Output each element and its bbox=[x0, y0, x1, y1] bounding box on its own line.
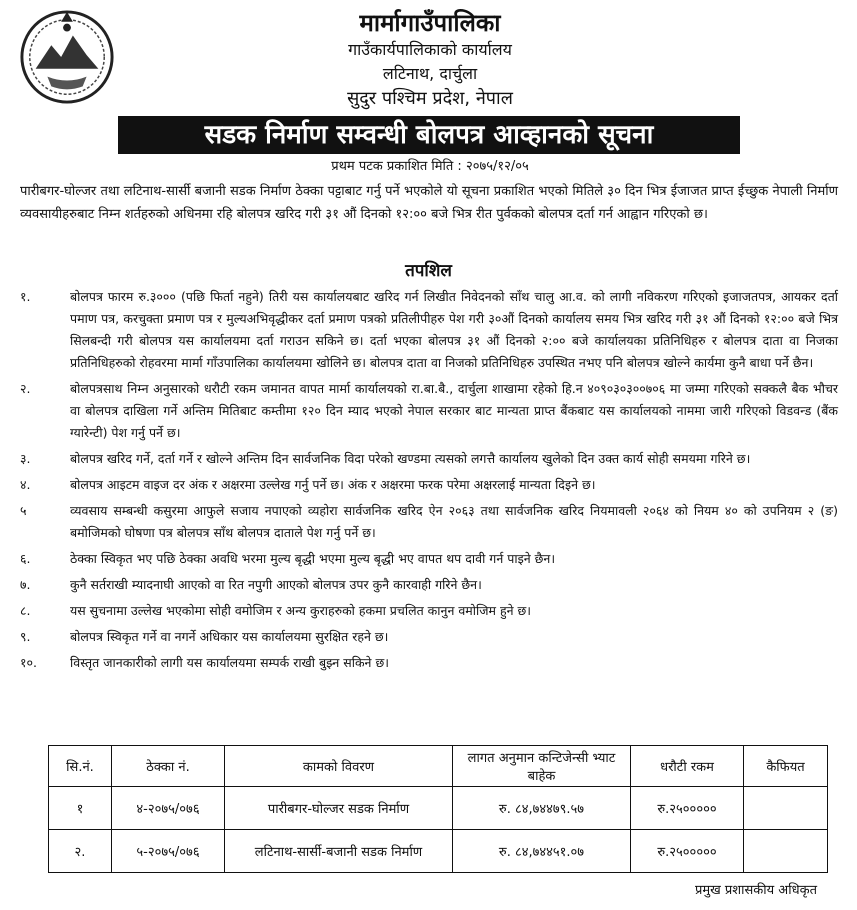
item-text: व्यवसाय सम्बन्धी कसुरमा आफुले सजाय नपाएको व्यहोरा सार्वजनिक खरिद ऐन २०६३ तथा सार्वजनिक खरिद नियमावली २०६४ को नियम ४० को उपनियम २ (ङ) बमोजिमको घोषणा पत्र बोलपत्र साँथ बोलपत्र दाताले पेश गर्नु पर्ने छ। bbox=[70, 503, 838, 540]
col-serial: सि.नं. bbox=[49, 746, 112, 787]
item-number: २. bbox=[20, 381, 31, 396]
list-item bbox=[20, 548, 838, 570]
item-text: बोलपत्रसाथ निम्न अनुसारको धरौटी रकम जमानत वापत मार्मा कार्यालयको रा.बा.बै., दार्चुला शाखामा रहेको हि.न ४०९०३०३००७०६ मा जम्मा गरिएको सक्कलै बैक भौचर वा बोलपत्र दाखिला गर्ने अन्तिम मितिबाट कम्तीमा १२० दिन म्याद भएको नेपाल सरकार बाट मान्यता प्राप्त बैंकबाट यस कार्यालयको नाममा जारी गरिएको विडवन्ड (बैंक ग्यारेन्टी) पेश गर्नु पर्ने छ। bbox=[70, 381, 838, 440]
signature-line: प्रमुख प्रशासकीय अधिकृत bbox=[694, 883, 817, 898]
list-item bbox=[20, 474, 838, 496]
item-text: कुनै सर्तराखी म्यादनाघी आएको वा रित नपुगी आएको बोलपत्र उपर कुनै कारवाही गरिने छैन। bbox=[70, 577, 482, 592]
cell-serial: २. bbox=[49, 830, 112, 873]
col-estimate: लागत अनुमान कन्टिजेन्सी भ्याट बाहेक bbox=[453, 746, 631, 787]
details-heading: तपशिल bbox=[405, 261, 452, 281]
cell-work-desc: पारीबगर-घोल्जर सडक निर्माण bbox=[225, 787, 453, 830]
table-row bbox=[49, 830, 828, 873]
contracts-table bbox=[48, 745, 828, 873]
list-item bbox=[20, 378, 838, 444]
province-line: सुदुर पश्चिम प्रदेश, नेपाल bbox=[347, 88, 513, 109]
item-number: १०. bbox=[20, 655, 37, 670]
item-text: बोलपत्र फारम रु.३००० (पछि फिर्ता नहुने) तिरी यस कार्यालयबाट खरिद गर्न लिखीत निवेदनको साँथ चालु आ.व. को लागी नविकरण गरिएको इजाजतपत्र, आयकर दर्ता पमाण पत्र, करचुक्ता प्रमाण पत्र र मुल्यअभिवृद्धीकर दर्ता प्रमाण पत्रको प्रतिलीपीहरु पेश गरी ३०औं दिनको कार्यालय समय भित्र खरिद गरी ३१ औं दिनको १२:०० बजे भित्र सिलबन्दी गरी बोलपत्र यस कार्यालयमा दर्ता गराउन सकिने छ। दर्ता भएका बोलपत्र ३१ औं दिनको २:०० बजे कार्यालयका प्रतिनिधिहरु र बोलपत्र दाता वा निजका प्रतिनिधिहरुको रोहवरमा मार्मा गाँउपालिका कार्यालयमा खोलिने छ। बोलपत्र दाता वा निजको प्रतिनिधिहरु उपस्थित नभए पनि बोलपत्र खोल्ने कार्यमा कुनै बाधा पर्ने छैन। bbox=[70, 289, 838, 370]
item-number: १. bbox=[20, 289, 31, 304]
list-item bbox=[20, 626, 838, 648]
cell-remarks bbox=[744, 830, 828, 873]
list-item bbox=[20, 600, 838, 622]
item-text: ठेक्का स्विकृत भए पछि ठेक्का अवधि भरमा मुल्य बृद्धी भएमा मुल्य बृद्धी भए वापत थप दावी गर्न पाइने छैन। bbox=[70, 551, 556, 566]
cell-estimate: रु. ८४,७४४७९.५७ bbox=[453, 787, 631, 830]
col-remarks: कैफियत bbox=[744, 746, 828, 787]
col-work-desc: कामको विवरण bbox=[225, 746, 453, 787]
cell-contract-no: ५-२०७५/०७६ bbox=[112, 830, 225, 873]
item-text: बोलपत्र स्विकृत गर्ने वा नगर्ने अधिकार यस कार्यालयमा सुरक्षित रहने छ। bbox=[70, 629, 389, 644]
item-number: ७. bbox=[20, 577, 31, 592]
notice-title: सडक निर्माण सम्वन्धी बोलपत्र आव्हानको सूचना bbox=[118, 116, 740, 154]
item-text: बोलपत्र खरिद गर्ने, दर्ता गर्ने र खोल्ने अन्तिम दिन सार्वजनिक विदा परेको खण्डमा त्यसको लगत्तै कार्यालय खुलेको दिन उक्त कार्य सोही समयमा गरिने छ। bbox=[70, 451, 751, 466]
cell-remarks bbox=[744, 787, 828, 830]
municipality-name: मार्मागाउँपालिका bbox=[359, 9, 501, 37]
cell-work-desc: लटिनाथ-सार्सी-बजानी सडक निर्माण bbox=[225, 830, 453, 873]
item-number: ६. bbox=[20, 551, 31, 566]
item-number: ५ bbox=[20, 503, 27, 518]
item-number: ४. bbox=[20, 477, 31, 492]
government-emblem-icon bbox=[18, 8, 116, 106]
cell-serial: १ bbox=[49, 787, 112, 830]
cell-deposit: रु.२५००००० bbox=[631, 830, 744, 873]
list-item bbox=[20, 652, 838, 674]
conditions-list bbox=[20, 286, 838, 678]
letterhead bbox=[0, 0, 857, 118]
col-contract-no: ठेक्का नं. bbox=[112, 746, 225, 787]
office-location: लटिनाथ, दार्चुला bbox=[382, 64, 478, 83]
col-deposit: धरौटी रकम bbox=[631, 746, 744, 787]
publish-date: प्रथम पटक प्रकाशित मिति : २०७५/१२/०५ bbox=[331, 159, 529, 174]
item-text: यस सुचनामा उल्लेख भएकोमा सोही वमोजिम र अन्य कुराहरुको हकमा प्रचलित कानुन वमोजिम हुने छ। bbox=[70, 603, 532, 618]
office-name: गाउँकार्यपालिकाको कार्यालय bbox=[348, 40, 512, 59]
item-number: ८. bbox=[20, 603, 31, 618]
list-item bbox=[20, 448, 838, 470]
item-text: बोलपत्र आइटम वाइज दर अंक र अक्षरमा उल्लेख गर्नु पर्ने छ। अंक र अक्षरमा फरक परेमा अक्षरलाई मान्यता दिइने छ। bbox=[70, 477, 596, 492]
list-item bbox=[20, 286, 838, 374]
table-header-row bbox=[49, 746, 828, 787]
list-item bbox=[20, 574, 838, 596]
table-row bbox=[49, 787, 828, 830]
cell-estimate: रु. ८४,७४४५१.०७ bbox=[453, 830, 631, 873]
list-item bbox=[20, 500, 838, 544]
cell-deposit: रु.२५००००० bbox=[631, 787, 744, 830]
item-text: विस्तृत जानकारीको लागी यस कार्यालयमा सम्पर्क राखी बुझ्न सकिने छ। bbox=[70, 655, 389, 670]
item-number: ३. bbox=[20, 451, 31, 466]
item-number: ९. bbox=[20, 629, 31, 644]
cell-contract-no: ४-२०७५/०७६ bbox=[112, 787, 225, 830]
intro-paragraph: पारीबगर-घोल्जर तथा लटिनाथ-सार्सी बजानी सडक निर्माण ठेक्का पट्टाबाट गर्नु पर्ने भएकोले यो सूचना प्रकाशित भएको मितिले ३० दिन भित्र ईजाजत प्राप्त ईच्छुक नेपाली निर्माण व्यवसायीहरुबाट निम्न शर्तहरुको अधिनमा रहि बोलपत्र खरिद गरी ३१ औं दिनको १२:०० बजे भित्र रीत पुर्वकको बोलपत्र दर्ता गर्न आह्वान गरिएको छ। bbox=[20, 184, 838, 222]
